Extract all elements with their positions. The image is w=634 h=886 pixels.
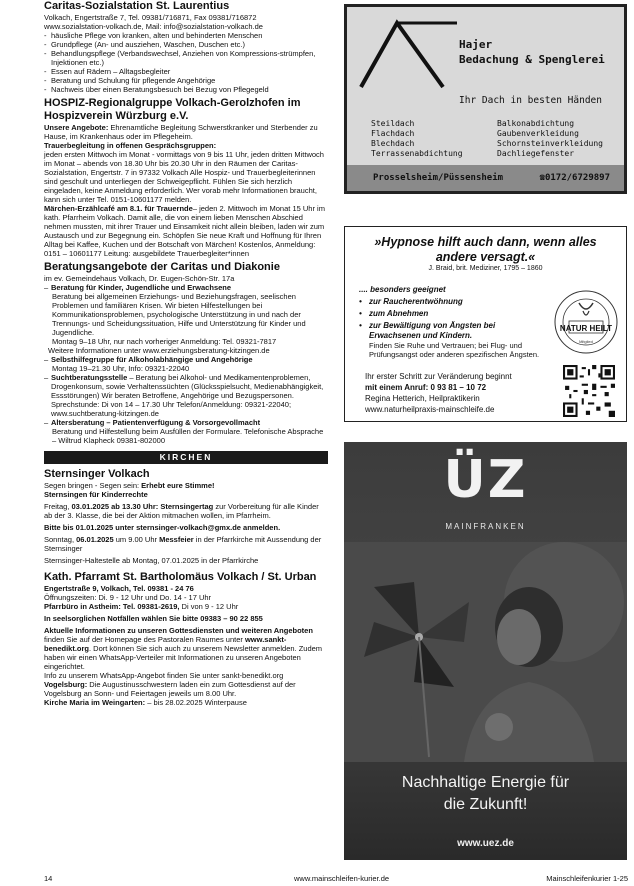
ad-uez	[344, 442, 627, 860]
pfarramt-maria: Kirche Maria im Weingarten: – bis 28.02.2025 Winterpause	[44, 698, 247, 707]
uez-brand: MAINFRANKEN	[445, 522, 526, 531]
qr-code-icon[interactable]	[563, 365, 615, 417]
child-pinwheel-photo	[344, 542, 627, 762]
list-item: • zur Bewältigung von Ängsten bei Erwachsenen und Kindern.	[359, 321, 496, 340]
beratung-list	[44, 283, 328, 445]
hajer-location: Prosselsheim/Püssensheim	[373, 173, 504, 183]
hypnose-quote: »Hypnose hilft auch dann, wenn alles andere versagt.«	[374, 235, 597, 264]
list-item: – Suchtberatungsstelle – Beratung bei Alkohol- und Medikamentenproblemen, Drogenkonsum, sowie Verhaltenssüchten (Glücksspielsucht, Medienabhängigkeit, Essstörungen) Wir beraten Betroffene, Angehörige und Bezugspersonen. Sprechstunde: Di von 14 – 17.30 Uhr Telefon/Anmeldung: 09321-22040; www.suchtberatung-kitzingen.de	[44, 373, 324, 418]
list-item: • zum Abnehmen	[359, 309, 429, 318]
caritas-web: www.sozialstation-volkach.de, Mail: info@sozialstation-volkach.de	[44, 22, 263, 31]
ad-hypnose	[344, 226, 627, 422]
beratung-sub: im ev. Gemeindehaus Volkach, Dr. Eugen-Schön-Str. 17a	[44, 274, 235, 283]
footer-issue: Mainschleifenkurier 1-25	[546, 874, 628, 883]
sternsinger-title: Sternsinger Volkach	[44, 468, 150, 480]
list-item: - Nachweis über einen Beratungsbesuch bei Bezug von Pflegegeld	[44, 85, 269, 94]
ad-hajer	[344, 4, 627, 194]
list-item: - häusliche Pflege von kranken, alten und behinderten Menschen	[44, 31, 263, 40]
svg-text:Mitglied: Mitglied	[579, 339, 593, 344]
caritas-title: Caritas-Sozialstation St. Laurentius	[44, 0, 230, 12]
footer-url[interactable]: www.mainschleifen-kurier.de	[294, 874, 390, 883]
hajer-services-left: Steildach Flachdach Blechdach Terrassenabdichtung	[371, 119, 463, 158]
uez-logo: ÜZ	[443, 450, 528, 510]
svg-text:NATUR HEILT: NATUR HEILT	[559, 324, 613, 333]
hajer-services-right: Balkonabdichtung Gaubenverkleidung Schornsteinverkleidung Dachliegefenster	[497, 119, 603, 158]
caritas-address: Volkach, Engertstraße 7, Tel. 09381/716871, Fax 09381/716872	[44, 13, 257, 22]
list-item: – Selbsthilfegruppe für Alkoholabhängige und Angehörige Montag 19–21.30 Uhr, Info: 09321-22040	[44, 355, 253, 373]
hypnose-list: .... besonders geeignet • zur Raucherentwöhnung • zum Abnehmen • zur Bewältigung von Ängsten bei Erwachsenen und Kindern. Finden Sie Ruhe und Vertrauen; bei Flug- und Prüfungsangst oder anderen spezifischen Ängsten.	[359, 285, 549, 359]
list-item: • zur Raucherentwöhnung	[359, 297, 463, 306]
pfarramt-aktuell: Aktuelle Informationen zu unseren Gottesdiensten und weiteren Angeboten finden Sie auf der Homepage des Pastoralen Raumes unter www.sankt-benedikt.org. Dort können Sie sich auch zu unserem Newsletter anmelden. Zudem haben wir einen WhatsApp-Verteiler mit Informationen zu unseren Angeboten eingerichtet.	[44, 626, 323, 671]
hypnose-author: J. Braid, brit. Mediziner, 1795 – 1860	[428, 265, 543, 272]
sternsinger-subtitle: Sternsingen für Kinderrechte	[44, 490, 148, 499]
hajer-slogan: Ihr Dach in besten Händen	[459, 95, 602, 106]
beratung-title: Beratungsangebote der Caritas und Diakonie	[44, 261, 280, 273]
natur-heilt-seal-icon	[553, 289, 619, 355]
pfarramt-astheim: Pfarrbüro in Astheim: Tel. 09381-2619, Di von 9 - 12 Uhr	[44, 602, 239, 611]
hypnose-contact: Ihr erster Schritt zur Veränderung beginnt mit einem Anruf: 0 93 81 – 10 72 Regina Hetterich, Heilpraktikerin www.naturheilpraxis-mainschleife.de	[365, 372, 512, 414]
section-bar-kirchen: KIRCHEN	[44, 451, 328, 464]
pfarramt-vogelsburg: Vogelsburg: Die Augustinusschwestern laden ein zum Gottesdienst auf der Vogelsburg an Sonn- und Feiertagen jeweils um 8.00 Uhr.	[44, 680, 296, 698]
sternsinger-p1: Freitag, 03.01.2025 ab 13.30 Uhr: Sternsingertag zur Vorbereitung für alle Kinder ab der 3. Klasse, die bei der Aktion mitmachen wollen, im Pfarrheim.	[44, 502, 319, 520]
sternsinger-p2: Bitte bis 01.01.2025 unter sternsinger-volkach@gmx.de anmelden.	[44, 523, 281, 532]
sternsinger-p4: Sternsinger-Haltestelle ab Montag, 07.01.2025 in der Pfarrkirche	[44, 556, 259, 565]
list-item: - Grundpflege (An- und ausziehen, Waschen, Duschen etc.)	[44, 40, 245, 49]
list-item: – Altersberatung – Patientenverfügung & Vorsorgevollmacht Beratung und Hilfestellung beim Ausfüllen der Formulare. Telefonische Absprache – Wiltrud Klapheck 09381-802000	[44, 418, 324, 445]
page-number: 14	[44, 874, 53, 883]
hospiz-title: HOSPIZ-Regionalgruppe Volkach-Gerolzhofen im Hospizverein Würzburg e.V.	[44, 97, 301, 122]
pfarramt-hours: Öffnungszeiten: Di. 9 - 12 Uhr und Do. 14 - 17 Uhr	[44, 593, 212, 602]
list-item: - Beratung und Schulung für pflegende Angehörige	[44, 76, 216, 85]
hajer-name: Hajer Bedachung & Spenglerei	[459, 38, 605, 66]
roof-logo-icon	[357, 15, 457, 90]
pfarramt-whatsapp: Info zu unserem WhatsApp-Angebot finden Sie unter sankt-benedikt.org	[44, 671, 284, 680]
hospiz-trauer-text: jeden ersten Mittwoch im Monat - vormittags von 9 bis 11 Uhr, jeden dritten Mittwoch im Monat – abends von 18.30 Uhr bis 20.30 Uhr in den Räumen der Caritas-Sozialstation, Engertstr. 7 in 97332 Volkach Alle Hospiz- und Trauerbegleiterinnen sind geschult und unterliegen der Schweigepflicht. Fühlen Sie sich herzlich eingeladen, keine Anmeldung erforderlich. Wer vorab mehr Informationen braucht, kann sich unter Tel. 0151-10601177 melden.	[44, 150, 324, 204]
hospiz-trauer-label: Trauerbegleitung in offenen Gesprächsgruppen:	[44, 141, 217, 150]
caritas-list	[44, 31, 328, 94]
left-column	[44, 0, 328, 707]
hajer-contact-bar	[347, 165, 624, 191]
list-item: – Beratung für Kinder, Jugendliche und Erwachsene Beratung bei allgemeinen Erziehungs- und Beziehungsfragen, seelischen Problemen und familiären Krisen. Wir bieten Hilfestellungen bei Kommunikationsproblemen, psychologische Unterstützung in und nach der Trennungs- und Scheidungssituation, Hilfe und Unterstützung für Kinder und Jugendliche. Montag 9–18 Uhr, nur nach vorheriger Anmeldung: Tel. 09321-7817 Weitere Informationen unter www.erziehungsberatung-kitzingen.de	[44, 283, 306, 355]
page-footer	[44, 874, 628, 884]
sternsinger-motto: Segen bringen - Segen sein: Erhebt eure Stimme!	[44, 481, 215, 490]
list-item: - Behandlungspflege (Verbandswechsel, Anziehen von Kompressions-strümpfen, Injektionen etc.)	[44, 49, 316, 67]
hospiz-cafe: Märchen-Erzählcafé am 8.1. für Trauernde– jeden 2. Mittwoch im Monat 15 Uhr im kath. Pfarrheim Volkach. Damit alle, die von einem lieben Menschen Abschied nehmen mussten, mit ihrer Trauer und Einsamkeit nicht allein bleiben, laden wir zum Austausch und zur Begegnung ein. Schöpfen Sie neue Kraft und Hoffnung für Ihren Alltag bei Kaffee, Kuchen und der Botschaft von Märchen! Kostenlos, Anmeldung: 0151 – 10601177 Leitung: ausgebildete Trauerbegleiter*innen	[44, 204, 325, 258]
hajer-phone: ☎0172/6729897	[539, 173, 610, 183]
uez-tagline: Nachhaltige Energie für die Zukunft!	[401, 774, 570, 813]
pfarramt-addr: Engertstraße 9, Volkach, Tel. 09381 - 24 76	[44, 584, 194, 593]
pfarramt-notfall: In seelsorglichen Notfällen wählen Sie bitte 09383 – 90 22 855	[44, 614, 263, 623]
pfarramt-title: Kath. Pfarramt St. Bartholomäus Volkach / St. Urban	[44, 571, 317, 583]
uez-website-link[interactable]: www.uez.de	[457, 838, 514, 849]
hospiz-angebote: Unsere Angebote: Ehrenamtliche Begleitung Schwerstkranker und Sterbender zu Hause, im Krankenhaus oder im Pflegeheim.	[44, 123, 318, 141]
sternsinger-p3: Sonntag, 06.01.2025 um 9.00 Uhr Messfeier in der Pfarrkirche mit Aussendung der Sternsinger	[44, 535, 322, 553]
list-item: - Essen auf Rädern – Alltagsbegleiter	[44, 67, 171, 76]
